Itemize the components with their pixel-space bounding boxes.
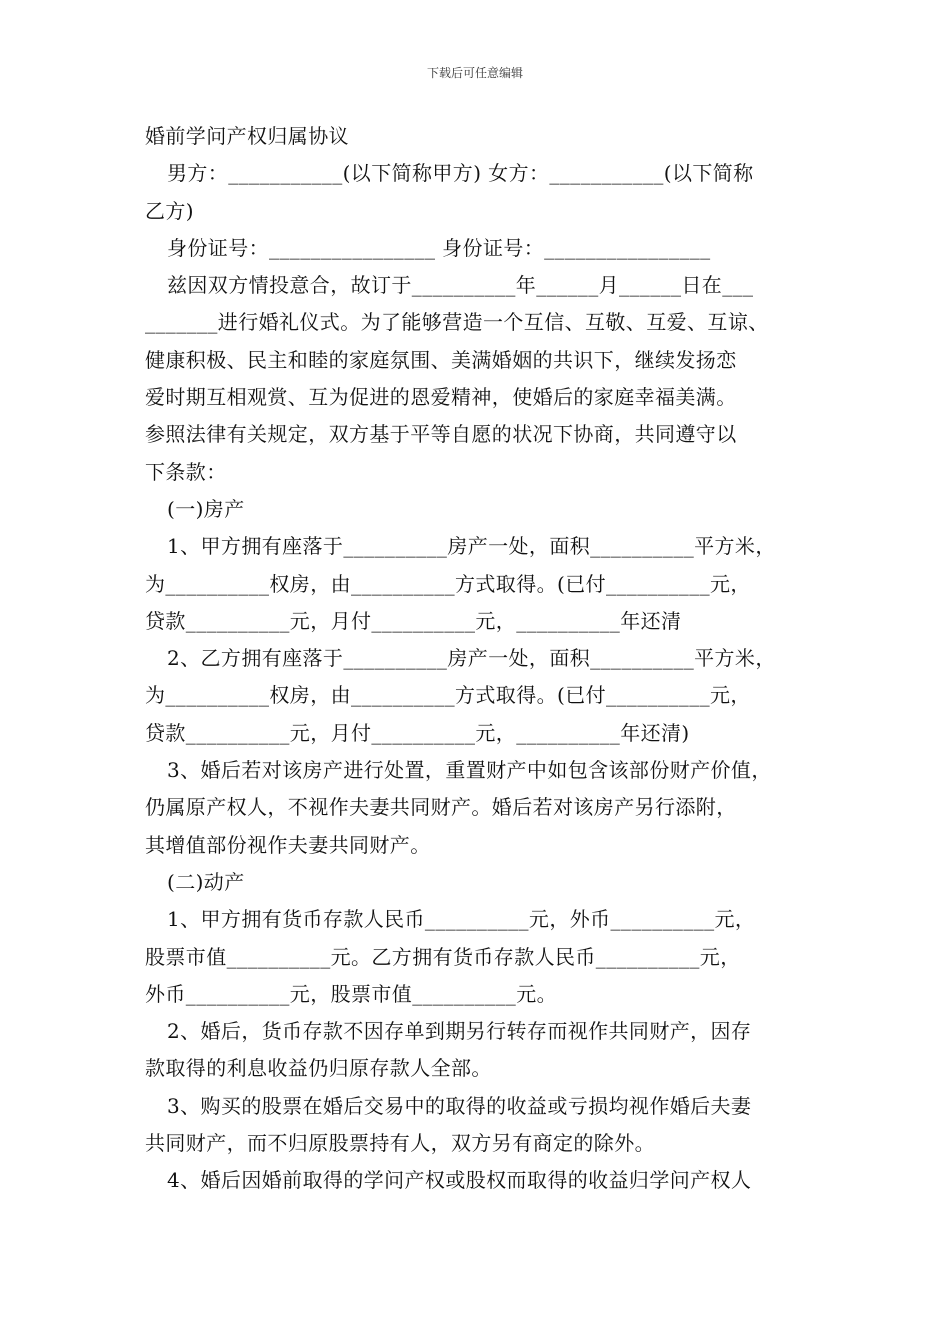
preamble-line: 兹因双方情投意合，故订于__________年______月______日在___ [167,273,754,298]
section-heading-movable-property: (二)动产 [167,869,245,894]
preamble-line: _______进行婚礼仪式。为了能够营造一个互信、互敬、互爱、互谅、 [145,310,769,335]
clause-line: 外币__________元，股票市值__________元。 [145,981,557,1006]
clause-line: 1、甲方拥有座落于__________房产一处，面积__________平方米， [167,534,776,559]
preamble-line: 下条款： [145,459,227,484]
clause-line: 款取得的利息收益仍归原存款人全部。 [145,1056,492,1081]
id-number-line: 身份证号：________________ 身份证号：________________ [167,235,711,260]
clause-line: 1、甲方拥有货币存款人民币__________元，外币__________元， [167,907,756,932]
clause-line: 为__________权房，由__________方式取得。(已付__________元， [145,571,751,596]
preamble-line: 健康积极、民主和睦的家庭氛围、美满婚姻的共识下，继续发扬恋 [145,347,737,372]
clause-line: 2、婚后，货币存款不因存单到期另行转存而视作共同财产，因存 [167,1019,752,1044]
party-names-line-cont: 乙方) [145,198,195,223]
clause-line: 4、婚后因婚前取得的学问产权或股权而取得的收益归学问产权人 [167,1168,752,1193]
section-heading-real-estate: (一)房产 [167,496,245,521]
clause-line: 共同财产，而不归原股票持有人，双方另有商定的除外。 [145,1131,655,1156]
clause-line: 为__________权房，由__________方式取得。(已付__________元， [145,683,751,708]
clause-line: 3、婚后若对该房产进行处置，重置财产中如包含该部份财产价值， [167,758,772,783]
clause-line: 其增值部份视作夫妻共同财产。 [145,832,431,857]
clause-line: 贷款__________元，月付__________元，__________年还清 [145,608,682,633]
document-title: 婚前学问产权归属协议 [145,124,349,148]
document-body [145,118,825,1200]
preamble-line: 爱时期互相观赏、互为促进的恩爱精神，使婚后的家庭幸福美满。 [145,385,737,410]
clause-line: 贷款__________元，月付__________元，__________年还清) [145,720,690,745]
page-header: 下载后可任意编辑 [426,66,523,80]
clause-line: 2、乙方拥有座落于__________房产一处，面积__________平方米， [167,646,776,671]
clause-line: 3、购买的股票在婚后交易中的取得的收益或亏损均视作婚后夫妻 [167,1093,752,1118]
party-names-line: 男方：___________(以下简称甲方) 女方：___________(以下简称 [167,161,754,186]
clause-line: 仍属原产权人，不视作夫妻共同财产。婚后若对该房产另行添附， [145,795,737,820]
clause-line: 股票市值__________元。乙方拥有货币存款人民币__________元， [145,944,741,969]
preamble-line: 参照法律有关规定，双方基于平等自愿的状况下协商，共同遵守以 [145,422,737,447]
